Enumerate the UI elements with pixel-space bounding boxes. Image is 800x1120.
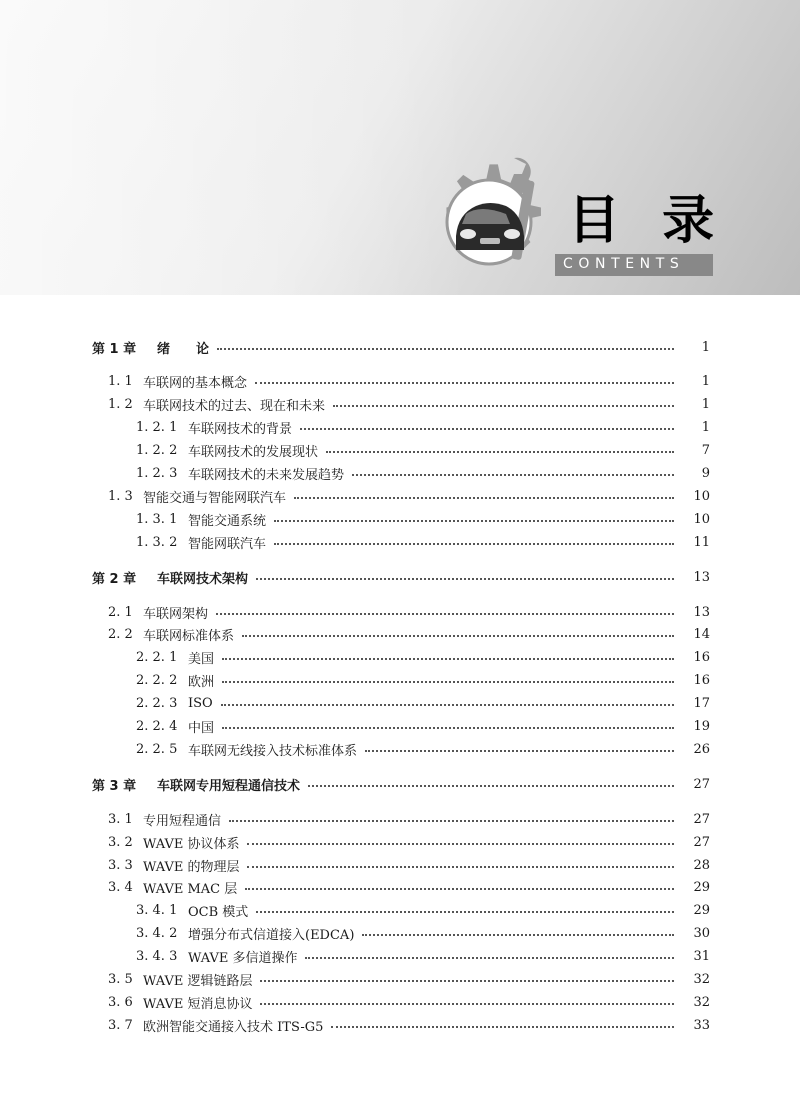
toc-number: 2. 2. 4 [136, 719, 178, 734]
toc-leader-dots [260, 969, 674, 991]
toc-section[interactable] [0, 854, 800, 876]
toc-page-number: 26 [693, 741, 710, 757]
toc-title: WAVE MAC 层 [143, 882, 238, 898]
toc-number: 2. 1 [108, 604, 133, 620]
toc-subsection[interactable] [0, 440, 800, 462]
toc-number: 1. 2. 2 [136, 443, 178, 459]
toc-page-number: 16 [693, 673, 710, 689]
toc-number: 第 3 章 [92, 778, 137, 794]
toc-title: 绪 论 [157, 341, 210, 357]
toc-title: 车联网技术的过去、现在和未来 [143, 399, 326, 415]
toc-chapter[interactable] [0, 336, 800, 358]
toc-leader-dots [274, 508, 674, 530]
toc-title: WAVE 协议体系 [143, 836, 240, 852]
toc-section[interactable] [0, 877, 800, 899]
toc-page-number: 27 [693, 834, 710, 850]
toc-number: 2. 2. 1 [136, 650, 178, 666]
toc-title: WAVE 多信道操作 [188, 951, 298, 967]
toc-number: 3. 2 [108, 834, 133, 850]
toc-page-number: 28 [693, 857, 710, 873]
toc-page-number: 11 [693, 534, 710, 550]
toc-number: 3. 4. 2 [136, 926, 178, 942]
toc-section[interactable] [0, 601, 800, 623]
toc-section[interactable] [0, 991, 800, 1013]
toc-title: 车联网技术的背景 [188, 422, 293, 438]
toc-page-number: 30 [693, 926, 710, 942]
toc-number: 1. 3. 2 [136, 534, 178, 550]
toc-leader-dots [326, 440, 674, 462]
toc-leader-dots [229, 808, 674, 830]
toc-title: WAVE 逻辑链路层 [143, 974, 253, 989]
toc-number: 1. 1 [108, 374, 133, 390]
toc-title: OCB 模式 [188, 905, 249, 921]
toc-title: 智能交通与智能网联汽车 [143, 490, 287, 506]
toc-title: 智能网联汽车 [188, 536, 267, 552]
toc-leader-dots [333, 394, 674, 416]
toc-subsection[interactable] [0, 647, 800, 669]
toc-section[interactable] [0, 1014, 800, 1036]
toc-page-number: 1 [701, 339, 710, 355]
toc-title: 车联网技术的未来发展趋势 [188, 468, 345, 483]
toc-title: ISO [188, 696, 213, 712]
toc-page-number: 13 [693, 569, 710, 585]
toc-subsection[interactable] [0, 923, 800, 945]
toc-title: 车联网架构 [143, 606, 209, 622]
toc-leader-dots [305, 946, 674, 968]
toc-page-number: 1 [701, 420, 710, 436]
toc-leader-dots [242, 624, 674, 646]
toc-section[interactable] [0, 394, 800, 416]
toc-page-number: 29 [693, 903, 710, 919]
toc-page-number: 14 [693, 627, 710, 643]
toc-number: 3. 4 [108, 880, 133, 896]
toc-title: 欧洲智能交通接入技术 ITS-G5 [143, 1019, 324, 1035]
toc-title: 美国 [188, 652, 215, 668]
toc-page-number: 32 [693, 994, 710, 1010]
toc-page-number: 32 [693, 972, 710, 987]
toc-leader-dots [300, 417, 674, 439]
toc-page-number: 13 [693, 604, 710, 620]
toc-subsection[interactable] [0, 531, 800, 553]
toc-number: 3. 4. 1 [136, 903, 178, 919]
toc-number: 1. 2. 3 [136, 466, 178, 481]
toc-title: 车联网的基本概念 [143, 376, 248, 392]
toc-page-number: 1 [701, 397, 710, 413]
toc-number: 1. 3. 1 [136, 511, 178, 527]
toc-page-number: 1 [701, 374, 710, 390]
toc-leader-dots [256, 566, 674, 588]
toc-number: 2. 2 [108, 627, 133, 643]
toc-section[interactable] [0, 371, 800, 393]
toc-page-number: 27 [693, 811, 710, 827]
toc-page-number: 27 [693, 776, 710, 792]
toc-leader-dots [245, 877, 674, 899]
toc-number: 1. 2 [108, 397, 133, 413]
toc-page-number: 33 [693, 1017, 710, 1033]
toc-number: 第 2 章 [92, 571, 137, 587]
toc-leader-dots [274, 531, 674, 553]
toc-subsection[interactable] [0, 508, 800, 530]
toc-page-number: 10 [693, 511, 710, 527]
car-gear-wrench-icon [420, 150, 560, 290]
toc-leader-dots [308, 773, 674, 795]
toc-title: 专用短程通信 [143, 813, 222, 829]
toc-number: 3. 3 [108, 857, 133, 873]
toc-leader-dots [260, 991, 674, 1013]
toc-leader-dots [365, 738, 674, 760]
page-title: 目 录 [568, 191, 727, 251]
toc-subsection[interactable] [0, 463, 800, 485]
toc-title: 车联网技术架构 [157, 571, 249, 587]
toc-chapter[interactable] [0, 566, 800, 588]
toc-page-number: 29 [693, 880, 710, 896]
toc-number: 2. 2. 3 [136, 696, 178, 712]
toc-leader-dots [256, 900, 674, 922]
toc-subsection[interactable] [0, 946, 800, 968]
toc-title: 欧洲 [188, 675, 215, 691]
toc-page-number: 9 [701, 466, 710, 481]
toc-leader-dots [217, 336, 674, 358]
toc-page-number: 19 [693, 719, 710, 734]
toc-leader-dots [222, 670, 674, 692]
toc-leader-dots [294, 485, 674, 507]
toc-leader-dots [222, 716, 674, 738]
toc-page-number: 31 [693, 949, 710, 965]
toc-section[interactable] [0, 485, 800, 507]
toc-number: 第 1 章 [92, 341, 137, 357]
toc-subsection[interactable] [0, 693, 800, 715]
toc-page-number: 16 [693, 650, 710, 666]
header-banner-fade [0, 0, 470, 295]
toc-section[interactable] [0, 624, 800, 646]
toc-number: 3. 5 [108, 972, 133, 987]
toc-leader-dots [352, 463, 674, 485]
toc-title: WAVE 的物理层 [143, 859, 240, 875]
toc-subsection[interactable] [0, 716, 800, 738]
toc-number: 3. 6 [108, 994, 133, 1010]
toc-number: 3. 4. 3 [136, 949, 178, 965]
toc-subsection[interactable] [0, 900, 800, 922]
toc-section[interactable] [0, 808, 800, 830]
toc-leader-dots [247, 831, 674, 853]
toc-number: 2. 2. 5 [136, 741, 178, 757]
toc-subsection[interactable] [0, 738, 800, 760]
toc-title: 智能交通系统 [188, 513, 267, 529]
toc-title: 车联网技术的发展现状 [188, 445, 319, 461]
toc-title: WAVE 短消息协议 [143, 996, 253, 1012]
toc-chapter[interactable] [0, 773, 800, 795]
toc-section[interactable] [0, 831, 800, 853]
toc-title: 中国 [188, 721, 215, 736]
toc-leader-dots [247, 854, 674, 876]
toc-leader-dots [216, 601, 674, 623]
toc-leader-dots [331, 1014, 674, 1036]
toc-page-number: 7 [701, 443, 710, 459]
toc-number: 3. 1 [108, 811, 133, 827]
toc-leader-dots [362, 923, 674, 945]
toc-leader-dots [221, 693, 674, 715]
toc-leader-dots [222, 647, 674, 669]
toc-title: 车联网专用短程通信技术 [157, 778, 301, 794]
toc-title: 车联网无线接入技术标准体系 [188, 743, 358, 759]
toc-page-number: 10 [693, 488, 710, 504]
toc-number: 1. 3 [108, 488, 133, 504]
toc-title: 车联网标准体系 [143, 629, 235, 645]
toc-subsection[interactable] [0, 670, 800, 692]
toc-section[interactable] [0, 969, 800, 991]
toc-number: 2. 2. 2 [136, 673, 178, 689]
toc-subsection[interactable] [0, 417, 800, 439]
contents-subtitle: CONTENTS [563, 256, 685, 272]
toc-leader-dots [255, 371, 674, 393]
toc-number: 1. 2. 1 [136, 420, 178, 436]
toc-page-number: 17 [693, 696, 710, 712]
toc-number: 3. 7 [108, 1017, 133, 1033]
toc-title: 增强分布式信道接入(EDCA) [188, 928, 355, 944]
